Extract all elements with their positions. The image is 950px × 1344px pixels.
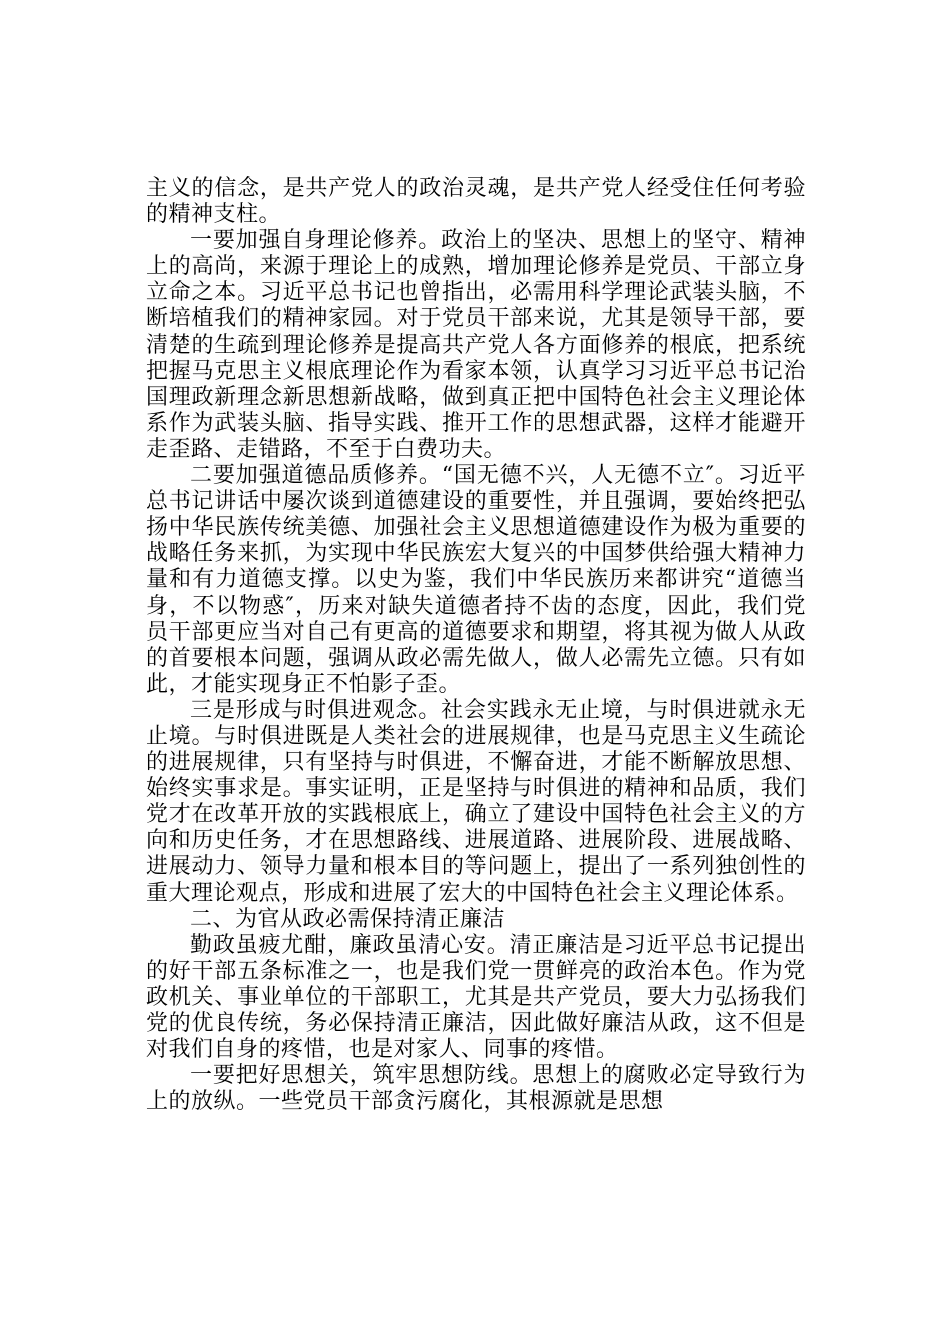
paragraph-ideological-defense: 一要把好思想关，筑牢思想防线。思想上的腐败必定导致行为上的放纵。一些党员干部贪污腐化，其根源就是思想 bbox=[146, 1063, 806, 1115]
paragraph-moral-cultivation: 二要加强道德品质修养。“国无德不兴，人无德不立″。习近平总书记讲话中屡次谈到道德建设的重要性，并且强调，要始终把弘扬中华民族传统美德、加强社会主义思想道德建设作为极为重要的战略任务来抓，为实现中华民族宏大复兴的中国梦供给强大精神力量和有力道德支撑。以史为鉴，我们中华民族历来都讲究“道德当身，不以物惑″，历来对缺失道德者持不齿的态度，因此，我们党员干部更应当对自己有更高的道德要求和期望，将其视为做人从政的首要根本问题，强调从政必需先做人，做人必需先立德。只有如此，才能实现身正不怕影子歪。 bbox=[146, 463, 806, 697]
paragraph-integrity-intro: 勤政虽疲尤酣，廉政虽清心安。清正廉洁是习近平总书记提出的好干部五条标准之一，也是我们党一贯鲜亮的政治本色。作为党政机关、事业单位的干部职工，尤其是共产党员，要大力弘扬我们党的优良传统，务必保持清正廉洁，因此做好廉洁从政，这不但是对我们自身的疼惜，也是对家人、同事的疼惜。 bbox=[146, 932, 806, 1063]
paragraph-theory-cultivation: 一要加强自身理论修养。政治上的坚决、思想上的坚守、精神上的高尚，来源于理论上的成熟，增加理论修养是党员、干部立身立命之本。习近平总书记也曾指出，必需用科学理论武装头脑，不断培植我们的精神家园。对于党员干部来说，尤其是领导干部，要清楚的生疏到理论修养是提高共产党人各方面修养的根底，把系统把握马克思主义根底理论作为看家本领，认真学习习近平总书记治国理政新理念新思想新战略，做到真正把中国特色社会主义理论体系作为武装头脑、指导实践、推开工作的思想武器，这样才能避开走歪路、走错路，不至于白费功夫。 bbox=[146, 228, 806, 462]
paragraph-keep-pace-with-times: 三是形成与时俱进观念。社会实践永无止境，与时俱进就永无止境。与时俱进既是人类社会的进展规律，也是马克思主义生疏论的进展规律，只有坚持与时俱进，不懈奋进，才能不断解放思想、始终实事求是。事实证明，正是坚持与时俱进的精神和品质，我们党才在改革开放的实践根底上，确立了建设中国特色社会主义的方向和历史任务，才在思想路线、进展道路、进展阶段、进展战略、进展动力、领导力量和根本目的等问题上，提出了一系列独创性的重大理论观点，形成和进展了宏大的中国特色社会主义理论体系。 bbox=[146, 697, 806, 906]
section-heading-integrity: 二、为官从政必需保持清正廉洁 bbox=[190, 906, 506, 932]
paragraph-continuation: 主义的信念，是共产党人的政治灵魂，是共产党人经受住任何考验的精神支柱。 bbox=[146, 176, 806, 228]
document-body bbox=[146, 176, 806, 1115]
